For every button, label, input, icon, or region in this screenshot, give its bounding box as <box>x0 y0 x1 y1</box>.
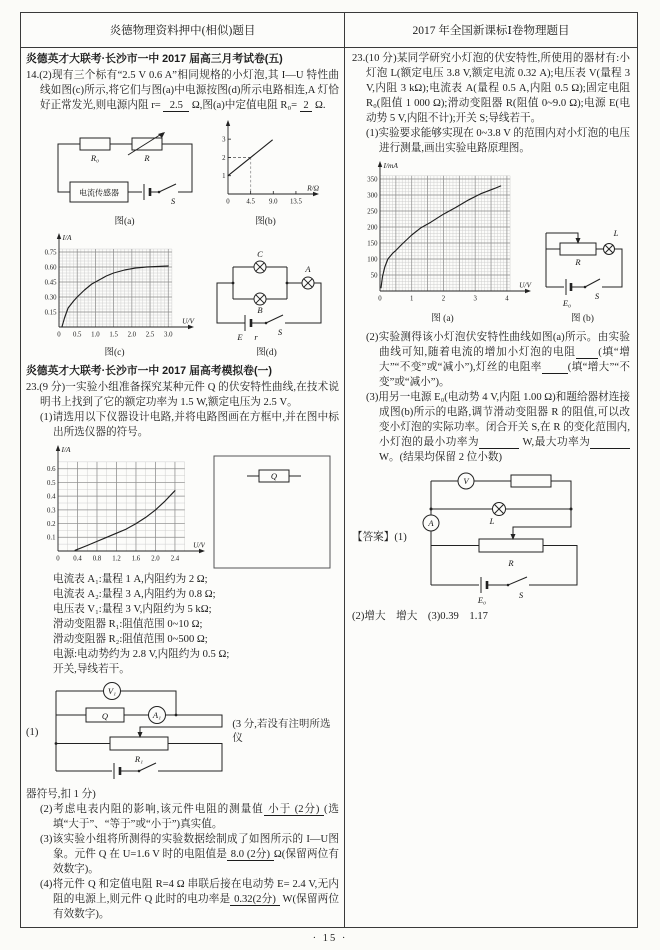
svg-text:2.4: 2.4 <box>170 555 179 563</box>
paragraph-q4-left: (4)将元件 Q 和定值电阻 R=4 Ω 串联后接在电动势 E= 2.4 V,无内阻的电源上,则元件 Q 此时的电功率是 0.32(2分) W(保留两位有效数字)。 <box>40 879 339 920</box>
svg-text:2.0: 2.0 <box>150 555 160 563</box>
label-R0: R₀ <box>90 153 99 163</box>
paragraph-23-right-q1: (1)实验要求能够实现在 0~3.8 V 的范围内对小灯泡的电压进行测量,画出实验电路原理图。 <box>366 128 630 154</box>
label-R: R <box>574 257 581 267</box>
svg-text:1.0: 1.0 <box>90 331 100 339</box>
svg-text:U/V: U/V <box>518 280 531 290</box>
left-heading-2: 炎德英才大联考·长沙市一中 2017 届高考模拟卷(一) <box>26 365 272 377</box>
label-current-sensor: 电流传感器 <box>78 188 119 198</box>
svg-text:350: 350 <box>366 176 377 184</box>
label-R: R <box>508 558 514 568</box>
svg-text:1.2: 1.2 <box>111 555 121 563</box>
paragraph-14: 14.(2)现有三个标有“2.5 V 0.6 A”相同规格的小灯泡,其 I—U 特性曲线如图(c)所示,将它们与图(a)中电源按图(d)所示电路相连,A 灯恰好正常发光,则电源内阻 r= 2.5 Ω,图(a)中定值电阻 R₀= 2 Ω. <box>26 70 339 111</box>
svg-text:0: 0 <box>55 555 60 563</box>
svg-text:200: 200 <box>366 224 377 232</box>
svg-text:1: 1 <box>221 173 225 181</box>
label-S: S <box>594 291 599 301</box>
svg-text:U/V: U/V <box>192 540 205 550</box>
circuit-diagram-a <box>46 128 204 214</box>
right-figure-row <box>352 159 630 327</box>
svg-text:0.4: 0.4 <box>46 493 55 501</box>
equipment-item: 电源:电动势约为 2.8 V,内阻约为 0.5 Ω; <box>53 649 230 660</box>
right-answer-row <box>352 467 630 607</box>
label-lamp-A: A <box>304 264 311 274</box>
equipment-item: 滑动变阻器 R₁:阻值范围 0~10 Ω; <box>53 619 203 630</box>
svg-text:0.30: 0.30 <box>44 294 56 302</box>
graph-IV-curve-c <box>35 233 195 345</box>
figure-a-left <box>46 128 204 230</box>
svg-text:1.6: 1.6 <box>131 555 140 563</box>
svg-text:0: 0 <box>225 198 230 206</box>
answer-frame-box <box>213 455 331 569</box>
svg-text:3: 3 <box>221 136 225 144</box>
left-column <box>21 48 345 927</box>
svg-text:3: 3 <box>472 295 477 303</box>
label-R: R <box>143 153 150 163</box>
label-voltmeter-V: V <box>463 476 469 486</box>
paragraph-q3-left: (3)该实验小组将所测得的实验数据绘制成了如图所示的 I—U图象。元件 Q 在 U=1.6 V 时的电阻值是 8.0 (2分) Ω(保留两位有效数字)。 <box>40 834 339 875</box>
svg-text:0.15: 0.15 <box>44 309 56 317</box>
answer-1-note-below: 器符号,扣 1 分) <box>26 789 96 800</box>
paragraph-23-left-q1: (1)请选用以下仪器设计电路,并将电路图画在方框中,并在图中标出所选仪器的符号。 <box>40 412 339 438</box>
label-r: r <box>253 332 258 342</box>
paragraph-23-left: 23.(9 分)一实验小组准备探究某种元件 Q 的伏安特性曲线,在技术说明书上找到了它的额定功率为 1.5 W,额定电压为 2.5 V。 <box>26 382 339 408</box>
left-figure-row-2 <box>26 233 339 361</box>
svg-text:0.8: 0.8 <box>92 555 101 563</box>
svg-text:0.4: 0.4 <box>72 555 82 563</box>
caption-fig-a-right: 图 (a) <box>431 314 454 324</box>
label-A1: A₁ <box>153 710 162 720</box>
caption-fig-d: 图(d) <box>256 348 277 358</box>
figure-b-right <box>536 219 630 327</box>
svg-text:0.6: 0.6 <box>46 466 55 474</box>
graph-Q-element <box>35 443 205 569</box>
label-lamp-L: L <box>489 516 495 526</box>
label-S: S <box>170 196 175 206</box>
answer-circuit-right <box>409 467 609 607</box>
left-answer-row <box>26 679 339 785</box>
circuit-diagram-d <box>203 249 331 345</box>
svg-text:I/mA: I/mA <box>383 161 398 170</box>
equipment-list <box>53 572 339 677</box>
right-column <box>345 48 637 927</box>
label-Q: Q <box>102 711 109 721</box>
label-V1: V₁ <box>108 686 117 696</box>
svg-text:2.0: 2.0 <box>127 331 136 339</box>
svg-text:0.3: 0.3 <box>46 507 55 515</box>
svg-text:0.2: 0.2 <box>46 520 55 528</box>
svg-text:4: 4 <box>504 295 509 303</box>
svg-text:50: 50 <box>370 272 377 280</box>
svg-text:250: 250 <box>366 208 377 216</box>
svg-text:300: 300 <box>366 192 377 200</box>
label-Q: Q <box>270 471 277 481</box>
svg-text:I/A: I/A <box>61 445 71 454</box>
svg-text:2: 2 <box>441 295 445 303</box>
equipment-item: 电流表 A₁:量程 1 A,内阻约为 2 Ω; <box>53 574 208 585</box>
equipment-item: 电流表 A₂:量程 3 A,内阻约为 0.8 Ω; <box>53 589 216 600</box>
equipment-item: 电压表 V₁:量程 3 V,内阻约为 5 kΩ; <box>53 604 212 615</box>
svg-text:U/V: U/V <box>181 316 194 326</box>
paragraph-q2-right: (2)实验测得该小灯泡伏安特性曲线如图(a)所示。由实验曲线可知,随着电流的增加小灯泡的电阻 (填“增大”“不变”或“减小”),灯丝的电阻率 (填“增大”“不变”或“减小”)。 <box>366 332 631 388</box>
svg-text:I/A: I/A <box>62 233 72 242</box>
svg-text:100: 100 <box>366 256 377 264</box>
svg-text:1.5: 1.5 <box>108 331 118 339</box>
left-figure-row-1 <box>26 116 339 230</box>
graph-R-line <box>212 116 320 214</box>
svg-text:3.0: 3.0 <box>163 331 173 339</box>
figure-d-left <box>203 249 331 361</box>
svg-text:4.5: 4.5 <box>245 198 255 206</box>
figure-a-right <box>353 159 533 327</box>
answer-circuit-left <box>40 679 230 785</box>
equipment-item: 开关,导线若干。 <box>53 664 130 675</box>
svg-text:150: 150 <box>366 240 377 248</box>
svg-text:0: 0 <box>56 331 61 339</box>
graph-IV-curve-Q <box>35 443 205 569</box>
label-E0: E₀ <box>562 298 571 308</box>
caption-fig-b: 图(b) <box>255 217 276 227</box>
caption-fig-c: 图(c) <box>104 348 125 358</box>
label-lamp-C: C <box>256 249 263 259</box>
label-S: S <box>277 327 282 337</box>
svg-text:1: 1 <box>409 295 413 303</box>
svg-text:2.5: 2.5 <box>145 331 154 339</box>
svg-text:0.5: 0.5 <box>72 331 81 339</box>
svg-text:0.1: 0.1 <box>46 534 55 542</box>
label-R1: R₁ <box>135 754 144 764</box>
svg-text:0.45: 0.45 <box>44 279 56 287</box>
left-heading-1: 炎德英才大联考·长沙市一中 2017 届高三月考试卷(五) <box>26 53 283 65</box>
figure-c-left <box>35 233 195 361</box>
figure-b-left <box>212 116 320 230</box>
page-number: · 15 · <box>312 933 348 944</box>
svg-text:0.5: 0.5 <box>46 479 55 487</box>
label-lamp-L: L <box>613 228 618 238</box>
graph-lamp-IV-curve <box>353 159 533 311</box>
paragraph-23-right: 23.(10 分)某同学研究小灯泡的伏安特性,所使用的器材有:小灯泡 L(额定电压 3.8 V,额定电流 0.32 A);电压表 V(量程 3 V,内阻 3 kΩ);电流表 A(量程 0.5 A,内阻 0.5 Ω);固定电阻 R₀(阻值 1 000 Ω);滑动变阻器 R(阻值 0~9.0 Ω);电源 E(电动势 5 V,内阻不计);开关 S;导线若干。 <box>352 53 630 124</box>
table-header-row <box>21 13 637 48</box>
exam-page-table <box>20 12 638 928</box>
answer-tail-right: (2)增大 增大 (3)0.39 1.17 <box>352 611 488 622</box>
header-right-title: 2017 年全国新课标Ⅰ卷物理题目 <box>412 25 570 37</box>
svg-text:0: 0 <box>377 295 382 303</box>
equipment-item: 滑动变阻器 R₂:阻值范围 0~500 Ω; <box>53 634 208 645</box>
answer-1-label: (1) <box>26 726 39 738</box>
svg-text:R/Ω: R/Ω <box>306 183 319 193</box>
label-S: S <box>518 590 523 600</box>
svg-text:2: 2 <box>221 154 225 162</box>
svg-text:9.0: 9.0 <box>268 198 278 206</box>
label-E0: E₀ <box>477 595 486 605</box>
svg-text:13.5: 13.5 <box>289 198 302 206</box>
left-figure-row-3 <box>26 443 339 569</box>
answer-1-note-side: (3 分,若没有注明所选仪 <box>232 718 331 744</box>
paragraph-q3-right: (3)用另一电源 E₀(电动势 4 V,内阻 1.00 Ω)和题给器材连接成图(b)所示的电路,调节滑动变阻器 R 的阻值,可以改变小灯泡的实际功率。闭合开关 S,在 R 的变化范围内,小灯泡的最小功率为 W,最大功率为 W。(结果均保留 2 位小数) <box>366 392 630 463</box>
label-E: E <box>236 332 243 342</box>
paragraph-q2-left: (2)考虑电表内阻的影响,该元件电阻的测量值 小于 (2分) (选填“大于”、“等于”或“小于”)真实值。 <box>40 804 340 830</box>
table-body-row <box>21 48 637 927</box>
answer-label-right: 【答案】(1) <box>352 531 407 543</box>
label-ammeter-A: A <box>428 518 434 528</box>
header-left-title: 炎德物理资料押中(相似)题目 <box>21 13 345 47</box>
svg-text:0.60: 0.60 <box>44 264 56 272</box>
answer-frame-with-Q <box>213 455 331 569</box>
circuit-diagram-b-right <box>536 219 630 311</box>
svg-text:0.75: 0.75 <box>44 249 56 257</box>
label-lamp-B: B <box>256 305 263 315</box>
caption-fig-a: 图(a) <box>114 217 135 227</box>
caption-fig-b-right: 图 (b) <box>571 314 594 324</box>
